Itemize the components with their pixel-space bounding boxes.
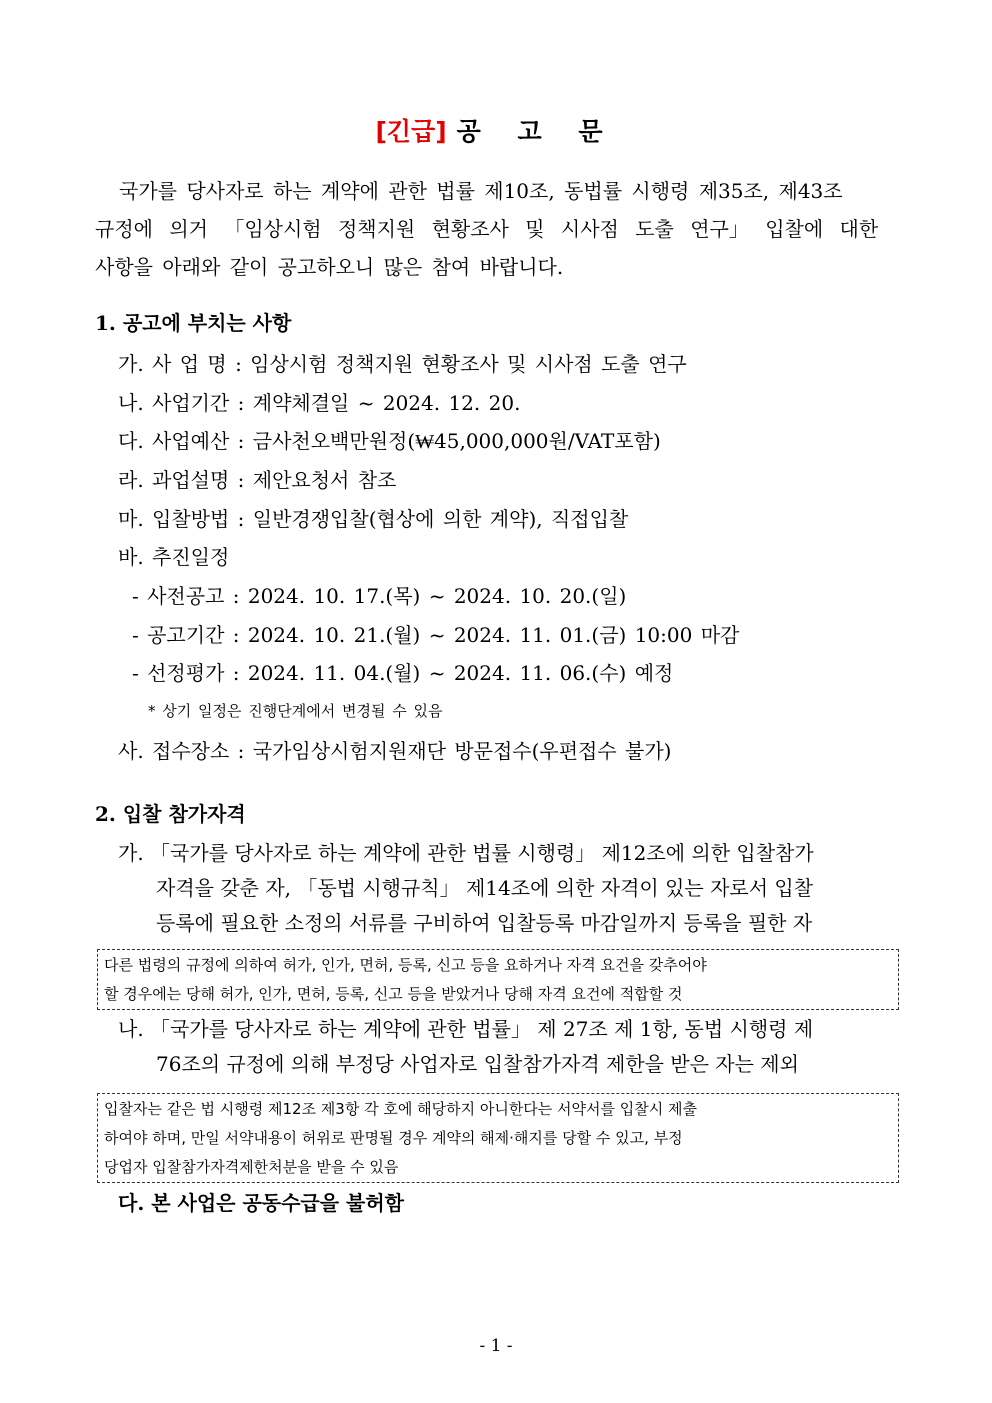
item-schedule: 바. 추진일정 — [118, 545, 230, 569]
intro-paragraph — [95, 172, 897, 286]
intro-line: 국가를 당사자로 하는 계약에 관한 법률 제10조, 동법률 시행령 제35조, 제43조 — [119, 179, 843, 203]
qualification-line: 나. 「국가를 당사자로 하는 계약에 관한 법률」 제 27조 제 1항, 동법 시행령 제 — [118, 1017, 814, 1041]
qualification-na — [118, 1012, 898, 1082]
condition-box-pledge — [97, 1093, 899, 1183]
intro-line: 규정에 의거 「임상시험 정책지원 현황조사 및 시사점 도출 연구」 입찰에 대한 — [95, 217, 879, 241]
box-line: 할 경우에는 당해 허가, 인가, 면허, 등록, 신고 등을 받았거나 당해 자격 요건에 적합할 것 — [104, 985, 683, 1003]
schedule-notice-period: - 공고기간 : 2024. 10. 21.(월) ~ 2024. 11. 01.(금) 10:00 마감 — [132, 623, 740, 647]
condition-box-license — [97, 949, 899, 1010]
item-project-period: 나. 사업기간 : 계약체결일 ~ 2024. 12. 20. — [118, 391, 521, 415]
item-bid-method: 마. 입찰방법 : 일반경쟁입찰(협상에 의한 계약), 직접입찰 — [118, 507, 629, 531]
schedule-pre-notice: - 사전공고 : 2024. 10. 17.(목) ~ 2024. 10. 20.(일) — [132, 584, 627, 608]
item-venue: 사. 접수장소 : 국가임상시험지원재단 방문접수(우편접수 불가) — [118, 739, 672, 763]
box-line: 당업자 입찰참가자격제한처분을 받을 수 있음 — [104, 1158, 399, 1176]
schedule-note: * 상기 일정은 진행단계에서 변경될 수 있음 — [148, 702, 443, 720]
page-number: - 1 - — [479, 1336, 513, 1356]
joint-supply-notice: 다. 본 사업은 공동수급을 불허함 — [118, 1191, 404, 1215]
schedule-evaluation: - 선정평가 : 2024. 11. 04.(월) ~ 2024. 11. 06.(수) 예정 — [132, 661, 674, 685]
qualification-line: 등록에 필요한 소정의 서류를 구비하여 입찰등록 마감일까지 등록을 필한 자 — [156, 911, 813, 935]
title-text: 공 고 문 — [456, 117, 617, 146]
qualification-line: 76조의 규정에 의해 부정당 사업자로 입찰참가자격 제한을 받은 자는 제외 — [156, 1052, 799, 1076]
item-task-description: 라. 과업설명 : 제안요청서 참조 — [118, 468, 397, 492]
item-project-name: 가. 사 업 명 : 임상시험 정책지원 현황조사 및 시사점 도출 연구 — [118, 352, 687, 376]
page-title — [0, 112, 992, 148]
qualification-line: 가. 「국가를 당사자로 하는 계약에 관한 법률 시행령」 제12조에 의한 입찰참가 — [118, 841, 814, 865]
urgent-label: [긴급] — [375, 117, 447, 146]
box-line: 입찰자는 같은 법 시행령 제12조 제3항 각 호에 해당하지 아니한다는 서약서를 입찰시 제출 — [104, 1100, 698, 1118]
qualification-ga — [118, 836, 898, 941]
intro-line: 사항을 아래와 같이 공고하오니 많은 참여 바랍니다. — [95, 255, 564, 279]
qualification-line: 자격을 갖춘 자, 「동법 시행규칙」 제14조에 의한 자격이 있는 자로서 입찰 — [156, 876, 814, 900]
item-project-budget: 다. 사업예산 : 금사천오백만원정(₩45,000,000원/VAT포함) — [118, 429, 661, 453]
section2-heading: 2. 입찰 참가자격 — [95, 802, 246, 826]
box-line: 하여야 하며, 만일 서약내용이 허위로 판명될 경우 계약의 해제·해지를 당할 수 있고, 부정 — [104, 1129, 683, 1147]
box-line: 다른 법령의 규정에 의하여 허가, 인가, 면허, 등록, 신고 등을 요하거나 자격 요건을 갖추어야 — [104, 956, 707, 974]
section1-heading: 1. 공고에 부치는 사항 — [95, 311, 292, 335]
